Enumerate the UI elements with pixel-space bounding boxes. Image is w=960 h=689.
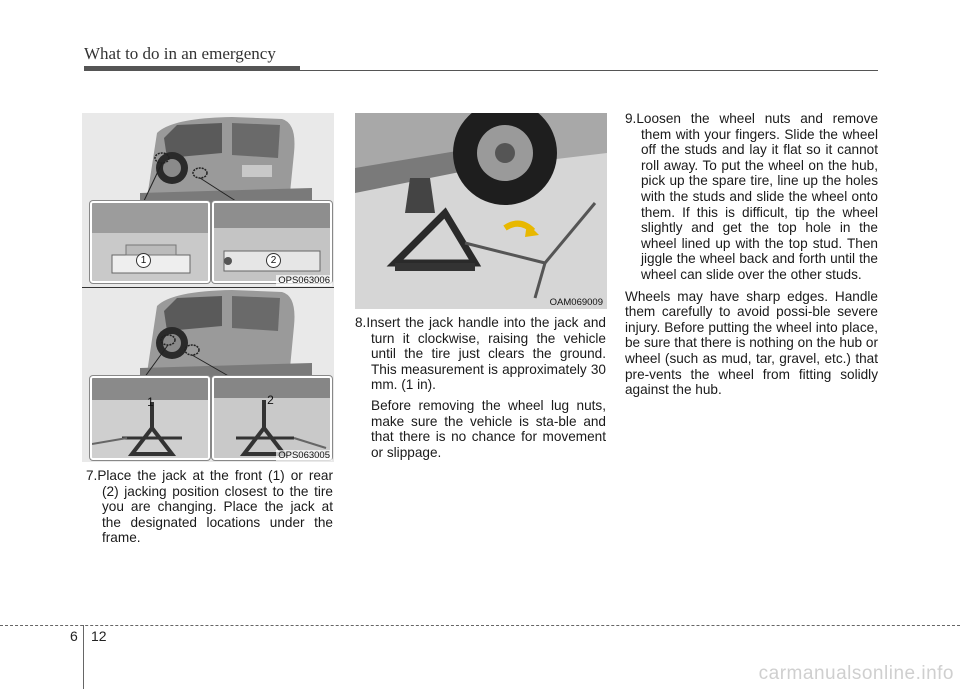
callout-1: 1 <box>147 395 154 409</box>
footer-rule <box>0 625 960 626</box>
figure-jack-handle <box>355 113 607 309</box>
page-header-title: What to do in an emergency <box>84 44 276 63</box>
watermark: carmanualsonline.info <box>758 663 954 684</box>
page-number: 12 <box>91 628 107 644</box>
callout-2: 2 <box>267 393 274 407</box>
warning-paragraph: Wheels may have sharp edges. Handle them carefully to avoid possi-ble severe injury. Before putting the wheel into place, be sure that there is nothing on the hub or wheel (such as mud, tar, gravel, etc.) that pre-vents the wheel from fitting solidly against the hub. <box>625 288 878 398</box>
step-8-note: Before removing the wheel lug nuts, make sure the vehicle is sta-ble and that there is no chance for movement or slippage. <box>371 397 606 460</box>
inset-rear-jack <box>212 376 332 460</box>
section-number: 6 <box>70 628 78 644</box>
footer-vertical-rule <box>83 625 84 689</box>
jack-and-tire-illustration <box>355 113 607 309</box>
header-rule <box>84 70 878 71</box>
column-right-text <box>625 111 878 398</box>
column-left-text <box>86 468 333 546</box>
callout-1: 1 <box>136 253 151 268</box>
inset-front-jack <box>90 376 210 460</box>
step-9: 9.Loosen the wheel nuts and remove them with your fingers. Slide the wheel off the studs and lay it flat so it cannot roll away. To put the wheel on the hub, pick up the spare tire, line up the holes with the studs and slide the wheel onto them. If this is difficult, tip the wheel slightly and get the top hole in the wheel lined up with the top stud. Then jiggle the wheel back and forth until the wheel can slide over the other studs. <box>625 111 878 282</box>
figure-code: OPS063006 <box>278 275 330 286</box>
figure-code: OAM069009 <box>549 297 603 308</box>
figure-code: OPS063005 <box>278 450 330 461</box>
step-8: 8.Insert the jack handle into the jack and turn it clockwise, raising the vehicle until the tire just clears the ground. This measurement is approximately 30 mm. (1 in). <box>355 315 606 393</box>
figure-jacking-points <box>82 113 334 287</box>
figure-jack-placement <box>82 288 334 462</box>
inset-rear-jack-point <box>212 201 332 283</box>
inset-front-jack-point <box>90 201 210 283</box>
column-middle-text <box>355 315 606 460</box>
step-7: 7.Place the jack at the front (1) or rear (2) jacking position closest to the tire you are changing. Place the jack at the designated locations under the frame. <box>86 468 333 546</box>
callout-2: 2 <box>266 253 281 268</box>
